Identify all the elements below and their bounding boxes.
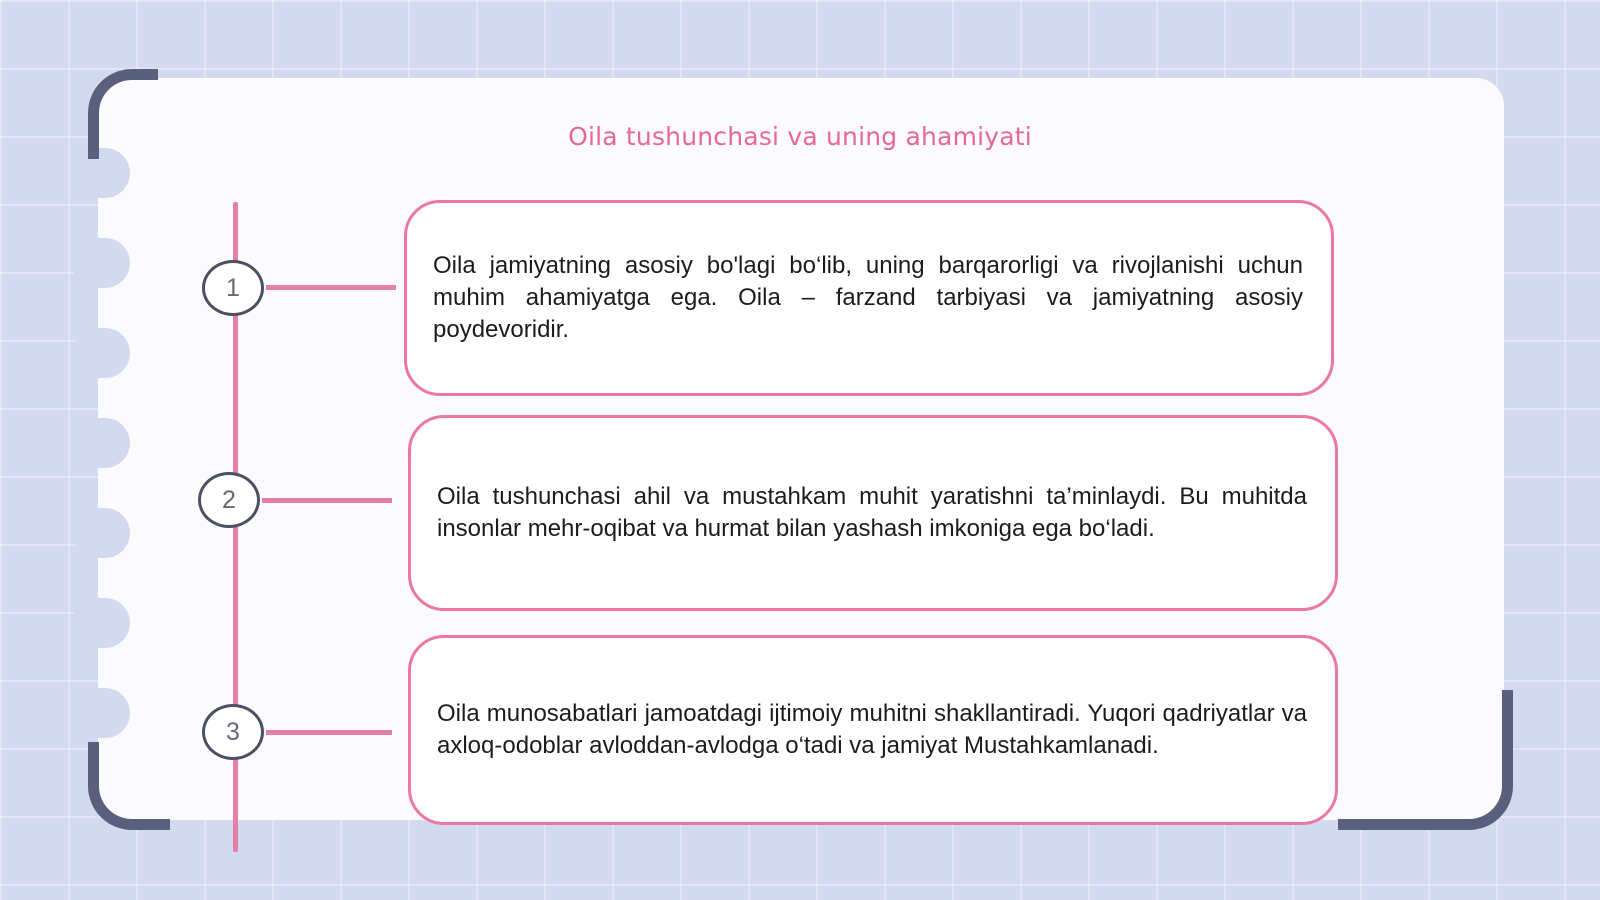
scallop-edge — [72, 418, 130, 468]
content-box-3 — [408, 635, 1338, 825]
content-box-1 — [404, 200, 1334, 396]
step-number-1: 1 — [202, 260, 264, 316]
corner-bracket-bottom-left — [88, 742, 170, 830]
content-text-1: Oila jamiyatning asosiy bo'lagi bo‘lib, uning barqarorligi va rivojlanishi uchun muhim ahamiyatga ega. Oila – farzand tarbiyasi va jamiyatning asosiy poydevoridir. — [433, 252, 1303, 343]
timeline-connector-3 — [266, 730, 392, 735]
scallop-edge — [72, 328, 130, 378]
scallop-edge — [72, 688, 130, 738]
step-number-2: 2 — [198, 472, 260, 528]
timeline-connector-2 — [262, 498, 392, 503]
scallop-edge — [72, 508, 130, 558]
content-text-2: Oila tushunchasi ahil va mustahkam muhit yaratishni ta’minlaydi. Bu muhitda insonlar mehr-oqibat va hurmat bilan yashash imkoniga ega bo‘ladi. — [437, 483, 1307, 542]
scallop-edge — [72, 238, 130, 288]
scallop-edge — [72, 598, 130, 648]
timeline-connector-1 — [266, 285, 396, 290]
slide-title: Oila tushunchasi va uning ahamiyati — [568, 122, 1032, 151]
corner-bracket-bottom-right — [1338, 690, 1513, 830]
content-text-3: Oila munosabatlari jamoatdagi ijtimoiy muhitni shakllantiradi. Yuqori qadriyatlar va axloq-odoblar avloddan-avlodga o‘tadi va jamiyat Mustahkamlanadi. — [437, 700, 1307, 759]
step-number-3: 3 — [202, 704, 264, 760]
content-box-2 — [408, 415, 1338, 611]
